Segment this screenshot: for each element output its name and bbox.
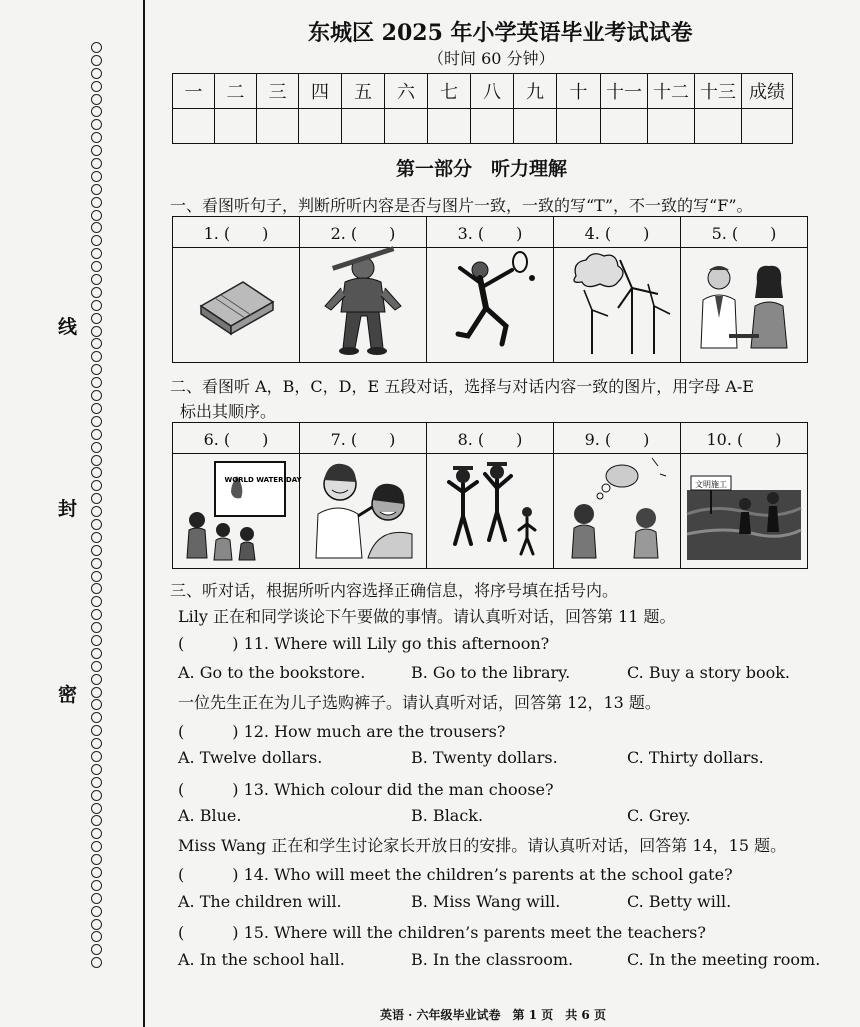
answer-blank-6[interactable]: 6. ( )	[173, 423, 300, 454]
binding-circle	[91, 184, 102, 195]
binding-rule	[143, 0, 145, 1027]
score-cell[interactable]	[257, 109, 299, 144]
binding-circle	[91, 661, 102, 672]
binding-circle	[91, 893, 102, 904]
binding-circle	[91, 42, 102, 53]
page-footer: 英语 · 六年级毕业试卷 第 1 页 共 6 页	[380, 1008, 606, 1022]
score-table	[172, 73, 793, 144]
score-cell[interactable]	[385, 109, 428, 144]
binding-label-line: 线	[58, 316, 78, 338]
binding-circle	[91, 944, 102, 955]
binding-label-secret: 密	[58, 684, 78, 706]
option-12-a: A. Twelve dollars.	[178, 748, 323, 767]
score-input-row	[173, 109, 793, 144]
binding-circle	[91, 687, 102, 698]
binding-circle	[91, 583, 102, 594]
binding-circle	[91, 532, 102, 543]
binding-circle	[91, 287, 102, 298]
context-2: 一位先生正在为儿子选购裤子。请认真听对话，回答第 12，13 题。	[178, 693, 661, 712]
binding-circle	[91, 519, 102, 530]
score-cell[interactable]	[173, 109, 215, 144]
binding-circle	[91, 828, 102, 839]
option-15-c: C. In the meeting room.	[627, 950, 821, 969]
binding-circle	[91, 68, 102, 79]
question-11[interactable]: ( ) 11. Where will Lily go this afternoon?	[178, 634, 550, 653]
eraser-icon	[173, 248, 300, 363]
tennis-player-icon	[427, 248, 554, 363]
binding-circle	[91, 377, 102, 388]
binding-circle	[91, 919, 102, 930]
binding-circle	[91, 158, 102, 169]
option-14-b: B. Miss Wang will.	[411, 892, 561, 911]
answer-blank-4[interactable]: 4. ( )	[554, 217, 681, 248]
binding-circle	[91, 81, 102, 92]
answer-blank-5[interactable]: 5. ( )	[681, 217, 808, 248]
section-3-instruction: 三、听对话，根据所听内容选择正确信息，将序号填在括号内。	[170, 581, 619, 600]
binding-circle	[91, 596, 102, 607]
binding-circle	[91, 841, 102, 852]
binding-circle	[91, 699, 102, 710]
binding-circle	[91, 493, 102, 504]
answer-blank-1[interactable]: 1. ( )	[173, 217, 300, 248]
binding-margin	[0, 0, 145, 1027]
binding-circle	[91, 906, 102, 917]
option-13-a: A. Blue.	[178, 806, 242, 825]
answer-blank-2[interactable]: 2. ( )	[300, 217, 427, 248]
binding-circle	[91, 197, 102, 208]
binding-circle	[91, 313, 102, 324]
score-header: 六	[385, 74, 428, 109]
farm-field-icon	[681, 454, 808, 569]
binding-circle	[91, 455, 102, 466]
score-header-row	[173, 74, 793, 109]
score-cell[interactable]	[471, 109, 514, 144]
binding-circle	[91, 674, 102, 685]
binding-circle	[91, 326, 102, 337]
score-header: 一	[173, 74, 215, 109]
section-2-picture-table	[172, 422, 808, 569]
context-1: Lily 正在和同学谈论下午要做的事情。请认真听对话，回答第 11 题。	[178, 607, 676, 626]
binding-circle	[91, 506, 102, 517]
option-15-a: A. In the school hall.	[178, 950, 345, 969]
binding-circle	[91, 55, 102, 66]
score-header: 九	[514, 74, 557, 109]
binding-circle	[91, 364, 102, 375]
option-13-c: C. Grey.	[627, 806, 691, 825]
section-2-instruction: 二、看图听 A，B，C，D，E 五段对话，选择与对话内容一致的图片，用字母 A-E	[170, 377, 754, 396]
binding-circle	[91, 751, 102, 762]
score-header: 十二	[648, 74, 695, 109]
score-cell[interactable]	[514, 109, 557, 144]
dancers-icon	[427, 454, 554, 569]
answer-blank-10[interactable]: 10. ( )	[681, 423, 808, 454]
answer-blank-3[interactable]: 3. ( )	[427, 217, 554, 248]
binding-circle	[91, 235, 102, 246]
option-13-b: B. Black.	[411, 806, 484, 825]
answer-blank-9[interactable]: 9. ( )	[554, 423, 681, 454]
mechanic-icon	[300, 248, 427, 363]
dentist-icon	[300, 454, 427, 569]
binding-circle	[91, 132, 102, 143]
context-3: Miss Wang 正在和学生讨论家长开放日的安排。请认真听对话，回答第 14，15 题。	[178, 836, 787, 855]
score-header: 十一	[601, 74, 648, 109]
score-header: 十三	[695, 74, 742, 109]
option-11-b: B. Go to the library.	[411, 663, 571, 682]
score-header: 成绩	[742, 74, 793, 109]
question-13[interactable]: ( ) 13. Which colour did the man choose?	[178, 780, 554, 799]
binding-circle	[91, 803, 102, 814]
binding-circle	[91, 248, 102, 259]
section-1-picture-table	[172, 216, 808, 363]
option-14-a: A. The children will.	[178, 892, 342, 911]
binding-circle	[91, 609, 102, 620]
score-cell[interactable]	[742, 109, 793, 144]
score-cell[interactable]	[648, 109, 695, 144]
score-cell[interactable]	[299, 109, 342, 144]
score-cell[interactable]	[428, 109, 471, 144]
binding-circle	[91, 106, 102, 117]
binding-circle	[91, 171, 102, 182]
binding-circle	[91, 480, 102, 491]
binding-circle	[91, 790, 102, 801]
score-cell[interactable]	[601, 109, 648, 144]
question-14[interactable]: ( ) 14. Who will meet the children’s parents at the school gate?	[178, 865, 733, 884]
binding-circle	[91, 351, 102, 362]
binding-circle	[91, 210, 102, 221]
binding-circle	[91, 648, 102, 659]
answer-blank-7[interactable]: 7. ( )	[300, 423, 427, 454]
score-cell[interactable]	[215, 109, 257, 144]
binding-circle	[91, 764, 102, 775]
option-14-c: C. Betty will.	[627, 892, 732, 911]
binding-circle	[91, 725, 102, 736]
field-sign-text: 文明施工	[695, 480, 727, 489]
binding-circle	[91, 545, 102, 556]
binding-circle	[91, 957, 102, 968]
binding-circle	[91, 261, 102, 272]
binding-circle	[91, 712, 102, 723]
binding-circle	[91, 931, 102, 942]
question-12[interactable]: ( ) 12. How much are the trousers?	[178, 722, 506, 741]
binding-circle	[91, 777, 102, 788]
doctor-patient-icon	[681, 248, 808, 363]
binding-circle	[91, 145, 102, 156]
score-header: 二	[215, 74, 257, 109]
score-header: 十	[557, 74, 601, 109]
binding-circle	[91, 571, 102, 582]
binding-circle	[91, 429, 102, 440]
binding-circle	[91, 390, 102, 401]
water-day-sign-text: WORLD WATER DAY	[224, 476, 302, 484]
binding-circle	[91, 815, 102, 826]
score-header: 四	[299, 74, 342, 109]
kids-talking-icon	[554, 454, 681, 569]
score-header: 七	[428, 74, 471, 109]
binding-circles	[91, 42, 105, 970]
binding-circle	[91, 222, 102, 233]
binding-circle	[91, 880, 102, 891]
binding-circle	[91, 94, 102, 105]
option-15-b: B. In the classroom.	[411, 950, 574, 969]
section-1-instruction: 一、看图听句子，判断所听内容是否与图片一致，一致的写“T”，不一致的写“F”。	[170, 196, 753, 215]
part-title: 第一部分 听力理解	[396, 158, 568, 180]
binding-circle	[91, 119, 102, 130]
question-15[interactable]: ( ) 15. Where will the children’s parents meet the teachers?	[178, 923, 706, 942]
score-header: 三	[257, 74, 299, 109]
binding-label-seal: 封	[58, 498, 78, 520]
binding-circle	[91, 867, 102, 878]
option-11-a: A. Go to the bookstore.	[178, 663, 366, 682]
option-12-c: C. Thirty dollars.	[627, 748, 764, 767]
page-subtitle: （时间 60 分钟）	[428, 49, 555, 68]
section-2-instruction-cont: 标出其顺序。	[180, 402, 277, 421]
wind-turbine-icon	[554, 248, 681, 363]
binding-circle	[91, 416, 102, 427]
binding-circle	[91, 467, 102, 478]
binding-circle	[91, 274, 102, 285]
water-day-board-icon	[173, 454, 300, 569]
binding-circle	[91, 622, 102, 633]
binding-circle	[91, 558, 102, 569]
score-cell[interactable]	[557, 109, 601, 144]
score-header: 五	[342, 74, 385, 109]
answer-blank-8[interactable]: 8. ( )	[427, 423, 554, 454]
score-header: 八	[471, 74, 514, 109]
binding-circle	[91, 635, 102, 646]
option-12-b: B. Twenty dollars.	[411, 748, 558, 767]
binding-circle	[91, 854, 102, 865]
binding-circle	[91, 738, 102, 749]
page-title: 东城区 2025 年小学英语毕业考试试卷	[308, 20, 693, 46]
binding-circle	[91, 338, 102, 349]
score-cell[interactable]	[695, 109, 742, 144]
option-11-c: C. Buy a story book.	[627, 663, 790, 682]
score-cell[interactable]	[342, 109, 385, 144]
binding-circle	[91, 403, 102, 414]
binding-circle	[91, 442, 102, 453]
binding-circle	[91, 300, 102, 311]
